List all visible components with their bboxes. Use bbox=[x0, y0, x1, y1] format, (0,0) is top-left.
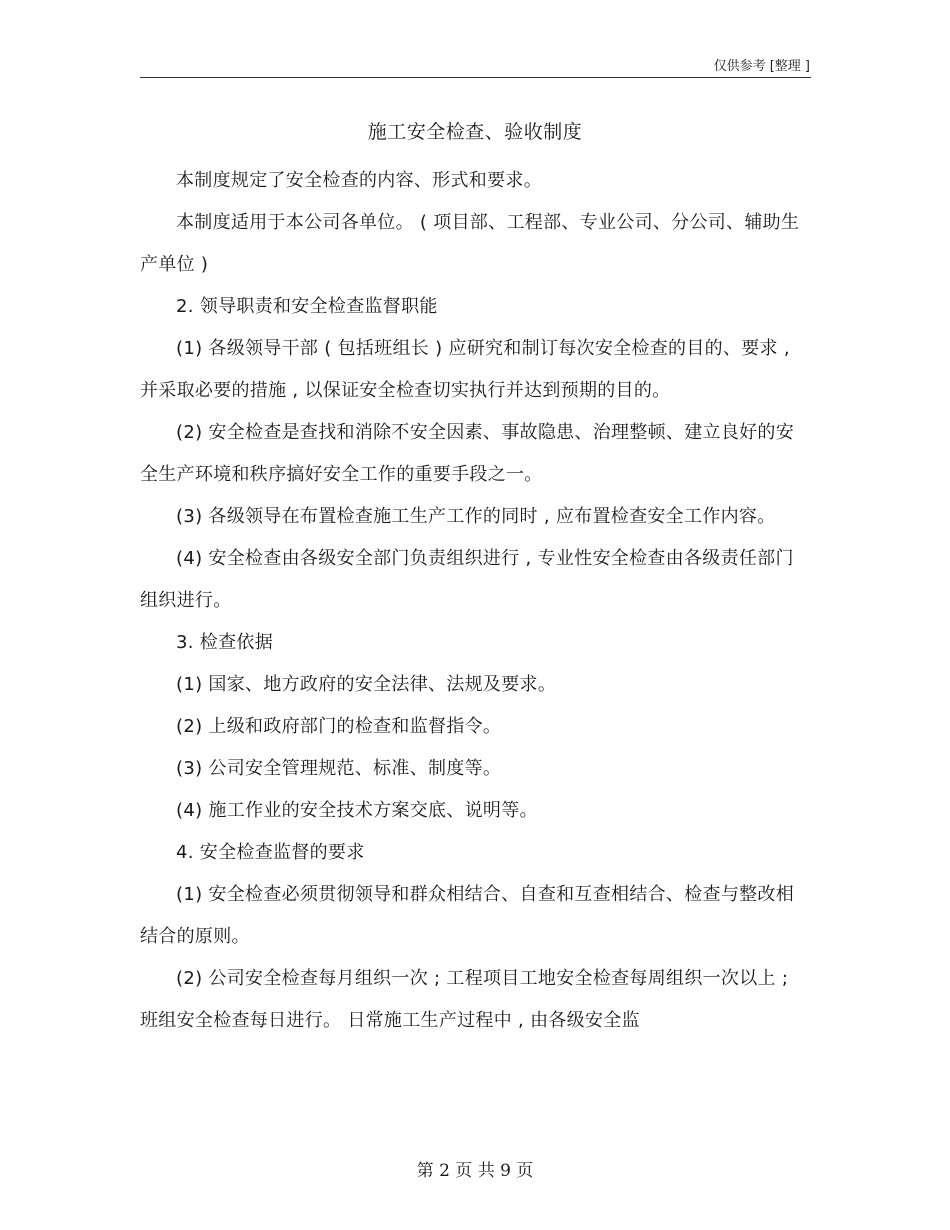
section-heading: 4. 安全检查监督的要求 bbox=[176, 842, 365, 863]
header-divider bbox=[140, 77, 811, 78]
document-body bbox=[140, 160, 805, 1042]
paragraph: (1) 国家、地方政府的安全法律、法规及要求。 bbox=[176, 674, 557, 695]
paragraph: (2) 安全检查是查找和消除不安全因素、事故隐患、治理整顿、建立良好的安全生产环境和秩序搞好安全工作的重要手段之一。 bbox=[140, 422, 795, 485]
section-heading: 2. 领导职责和安全检查监督职能 bbox=[176, 296, 438, 317]
paragraph: 本制度规定了安全检查的内容、形式和要求。 bbox=[176, 170, 542, 191]
paragraph: (1) 各级领导干部 ( 包括班组长 ) 应研究和制订每次安全检查的目的、要求 , 并采取必要的措施 , 以保证安全检查切实执行并达到预期的目的。 bbox=[140, 338, 790, 401]
paragraph: (3) 各级领导在布置检查施工生产工作的同时 , 应布置检查安全工作内容。 bbox=[176, 506, 776, 527]
page-indicator: 第 2 页 共 9 页 bbox=[416, 1161, 534, 1181]
paragraph: 本制度适用于本公司各单位。 ( 项目部、工程部、专业公司、分公司、辅助生产单位 ) bbox=[140, 212, 800, 275]
paragraph: (2) 公司安全检查每月组织一次 ; 工程项目工地安全检查每周组织一次以上 ; 班组安全检查每日进行。 日常施工生产过程中 , 由各级安全监 bbox=[140, 968, 789, 1031]
paragraph: (2) 上级和政府部门的检查和监督指令。 bbox=[176, 716, 502, 737]
paragraph: (3) 公司安全管理规范、标准、制度等。 bbox=[176, 758, 502, 779]
paragraph: (1) 安全检查必须贯彻领导和群众相结合、自查和互查相结合、检查与整改相结合的原则。 bbox=[140, 884, 795, 947]
paragraph: (4) 安全检查由各级安全部门负责组织进行 , 专业性安全检查由各级责任部门组织进行。 bbox=[140, 548, 794, 611]
paragraph: (4) 施工作业的安全技术方案交底、说明等。 bbox=[176, 800, 538, 821]
document-title: 施工安全检查、验收制度 bbox=[367, 121, 583, 143]
section-heading: 3. 检查依据 bbox=[176, 632, 273, 653]
header-note: 仅供参考 [整理 ] bbox=[713, 59, 810, 74]
